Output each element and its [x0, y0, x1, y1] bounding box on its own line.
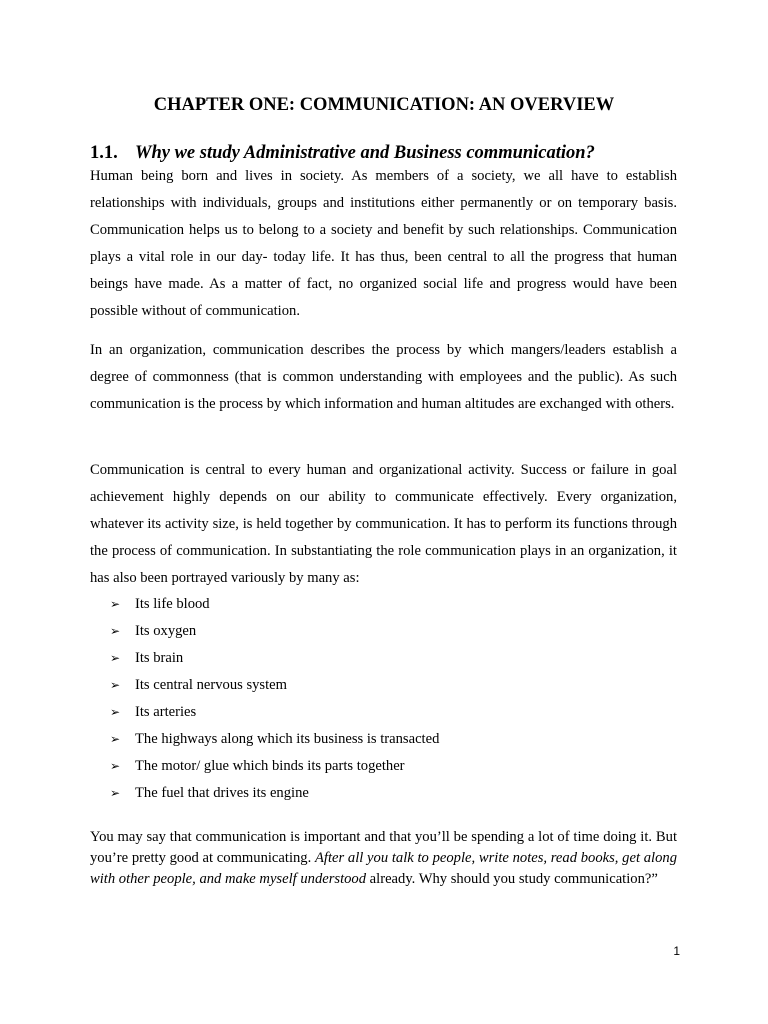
- list-item: [110, 618, 439, 645]
- paragraph-intro: Human being born and lives in society. As members of a society, we all have to establish relationships with individuals, groups and institutions either permanently or on temporary basis. Communication helps us to belong to a society and benefit by such relationships. Communication plays a vital role in our day- today life. It has thus, been central to all the progress that human beings have made. As a matter of fact, no organized social life and progress would have been possible without of communication.: [90, 168, 677, 319]
- arrowhead-bullet-icon: ➢: [110, 786, 121, 800]
- list-item-text: Its arteries: [135, 704, 197, 720]
- section-number: 1.1.: [90, 143, 118, 163]
- closing-text-italic: After all you talk to people, write notes, read books, get along with other people, and make myself understood: [90, 850, 677, 887]
- list-item-text: Its central nervous system: [135, 677, 287, 693]
- page-number: 1: [673, 944, 680, 958]
- arrowhead-bullet-icon: ➢: [110, 759, 121, 773]
- list-item: [110, 672, 439, 699]
- arrowhead-bullet-icon: ➢: [110, 705, 121, 719]
- list-item-text: The highways along which its business is transacted: [135, 731, 440, 747]
- list-item-text: Its life blood: [135, 596, 210, 612]
- paragraph-closing: [90, 827, 677, 890]
- paragraph-organization: In an organization, communication describes the process by which mangers/leaders establish a degree of commonness (that is common understanding with employees and the public). As such communication is the process by which information and human altitudes are exchanged with others.: [90, 342, 677, 412]
- arrowhead-bullet-icon: ➢: [110, 678, 121, 692]
- metaphor-list: [110, 591, 439, 807]
- list-item: [110, 726, 439, 753]
- list-item-text: The motor/ glue which binds its parts together: [135, 758, 405, 774]
- list-item: [110, 699, 439, 726]
- section-title: Why we study Administrative and Business communication?: [135, 143, 595, 163]
- paragraph-central-role: Communication is central to every human and organizational activity. Success or failure in goal achievement highly depends on our ability to communicate effectively. Every organization, whatever its activity size, is held together by communication. It has to perform its functions through the process of communication. In substantiating the role communication plays in an organization, it has also been portrayed variously by many as:: [90, 462, 677, 586]
- chapter-title: CHAPTER ONE: COMMUNICATION: AN OVERVIEW: [153, 95, 615, 115]
- arrowhead-bullet-icon: ➢: [110, 732, 121, 746]
- arrowhead-bullet-icon: ➢: [110, 597, 121, 611]
- closing-text-part1: You may say that communication is important and that you’ll be spending a lot of time doing it. But you’re pretty good at communicating.: [90, 829, 677, 866]
- list-item: [110, 780, 439, 807]
- list-item: [110, 753, 439, 780]
- list-item-text: Its brain: [135, 650, 184, 666]
- section-heading: [90, 141, 690, 165]
- list-item-text: Its oxygen: [135, 623, 197, 639]
- list-item-text: The fuel that drives its engine: [135, 785, 309, 801]
- list-item: [110, 645, 439, 672]
- arrowhead-bullet-icon: ➢: [110, 624, 121, 638]
- arrowhead-bullet-icon: ➢: [110, 651, 121, 665]
- list-item: [110, 591, 439, 618]
- closing-text-part2: already. Why should you study communication?”: [366, 871, 658, 887]
